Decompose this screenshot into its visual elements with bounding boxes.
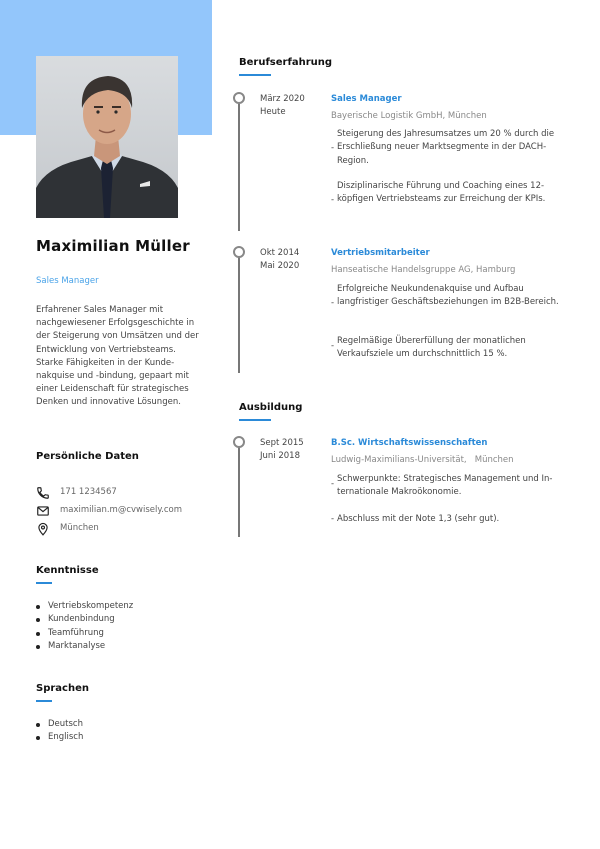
location-text: München (60, 523, 99, 533)
education-heading-text: Ausbildung (239, 402, 303, 413)
education-bullet: - Schwerpunkte: Strategisches Management und Internationale Makroökonomie. (331, 474, 553, 498)
profile-summary: Erfahrener Sales Manager mit nachgewiesener Erfolgsgeschichte in der Steigerung von Umsätzen und der Entwicklung von Vertriebsteams. Starke Fähigkeiten in der Kundenakquise und -bindung, gepaart mit einer Leidenschaft für strategisches Denken und innovative Lösungen. (36, 305, 199, 408)
education-heading-underline (239, 419, 271, 421)
timeline-line (238, 446, 240, 537)
bullet-dot (36, 618, 40, 622)
job-title: Sales Manager (331, 94, 402, 104)
bullet-dot (36, 736, 40, 740)
university-name: Ludwig-Maximilians-Universität, München (331, 455, 514, 465)
timeline-dot (233, 92, 245, 104)
languages-heading (36, 683, 89, 702)
job-title: Vertriebsmitarbeiter (331, 248, 430, 258)
bullet-dot (36, 645, 40, 649)
profile-photo (36, 56, 178, 218)
company-name: Bayerische Logistik GmbH, München (331, 111, 487, 121)
experience-heading-text: Berufserfahrung (239, 57, 333, 68)
phone-number: 171 1234567 (60, 487, 117, 497)
degree-title: B.Sc. Wirtschaftswissenschaften (331, 438, 488, 448)
mail-icon (36, 504, 50, 518)
languages-heading-text: Sprachen (36, 683, 89, 694)
entry-date: Sept 2015 Juni 2018 (260, 438, 304, 461)
email-address: maximilian.m@cvwisely.com (60, 505, 183, 515)
list-item: Vertriebskompetenz (36, 600, 133, 613)
list-item: Deutsch (36, 718, 83, 731)
job-bullet: - Disziplinarische Führung und Coaching eines 12-köpfigen Vertriebsteams zur Erreichung der KPIs. (331, 180, 565, 207)
list-item: Marktanalyse (36, 640, 133, 653)
skills-heading (36, 565, 99, 584)
company-name: Hanseatische Handelsgruppe AG, Hamburg (331, 265, 516, 275)
experience-heading-underline (239, 74, 271, 76)
timeline-dot (233, 436, 245, 448)
contact-phone (36, 486, 206, 500)
skills-heading-underline (36, 582, 52, 584)
job-bullet: - Erfolgreiche Neukundenakquise und Aufbau langfristiger Geschäftsbeziehungen im B2B-Bereich. (331, 283, 565, 310)
bullet-dash: - (331, 143, 335, 153)
languages-list (36, 718, 83, 745)
bullet-dash: - (331, 195, 335, 205)
bullet-dash: - (331, 341, 335, 351)
experience-heading (239, 57, 332, 76)
contact-location (36, 522, 206, 536)
education-bullet: - Abschluss mit der Note 1,3 (sehr gut). (331, 513, 565, 526)
job-bullet: - Steigerung des Jahresumsatzes um 20 % durch die Erschließung neuer Marktsegmente in der DACH-Region. (331, 129, 555, 166)
timeline-dot (233, 246, 245, 258)
entry-date: Okt 2014 Mai 2020 (260, 248, 300, 271)
personal-data-heading-text: Persönliche Daten (36, 451, 139, 462)
skills-list (36, 600, 133, 653)
candidate-role: Sales Manager (36, 276, 99, 286)
bullet-dot (36, 723, 40, 727)
bullet-dash: - (331, 479, 335, 489)
entry-date: März 2020 Heute (260, 94, 305, 117)
bullet-dot (36, 632, 40, 636)
contact-email (36, 504, 206, 518)
timeline-line (238, 255, 240, 373)
personal-data-heading (36, 451, 139, 462)
list-item: Englisch (36, 731, 83, 744)
bullet-dash: - (331, 514, 335, 524)
job-bullet: - Regelmäßige Übererfüllung der monatlichen Verkaufsziele um durchschnittlich 15 %. (331, 336, 526, 360)
skills-heading-text: Kenntnisse (36, 565, 99, 576)
location-pin-icon (36, 522, 50, 536)
candidate-name: Maximilian Müller (36, 237, 190, 255)
timeline-line (238, 100, 240, 231)
education-heading (239, 402, 302, 421)
languages-heading-underline (36, 700, 52, 702)
bullet-dash: - (331, 298, 335, 308)
phone-icon (36, 486, 50, 500)
bullet-dot (36, 605, 40, 609)
list-item: Kundenbindung (36, 613, 133, 626)
list-item: Teamführung (36, 627, 133, 640)
